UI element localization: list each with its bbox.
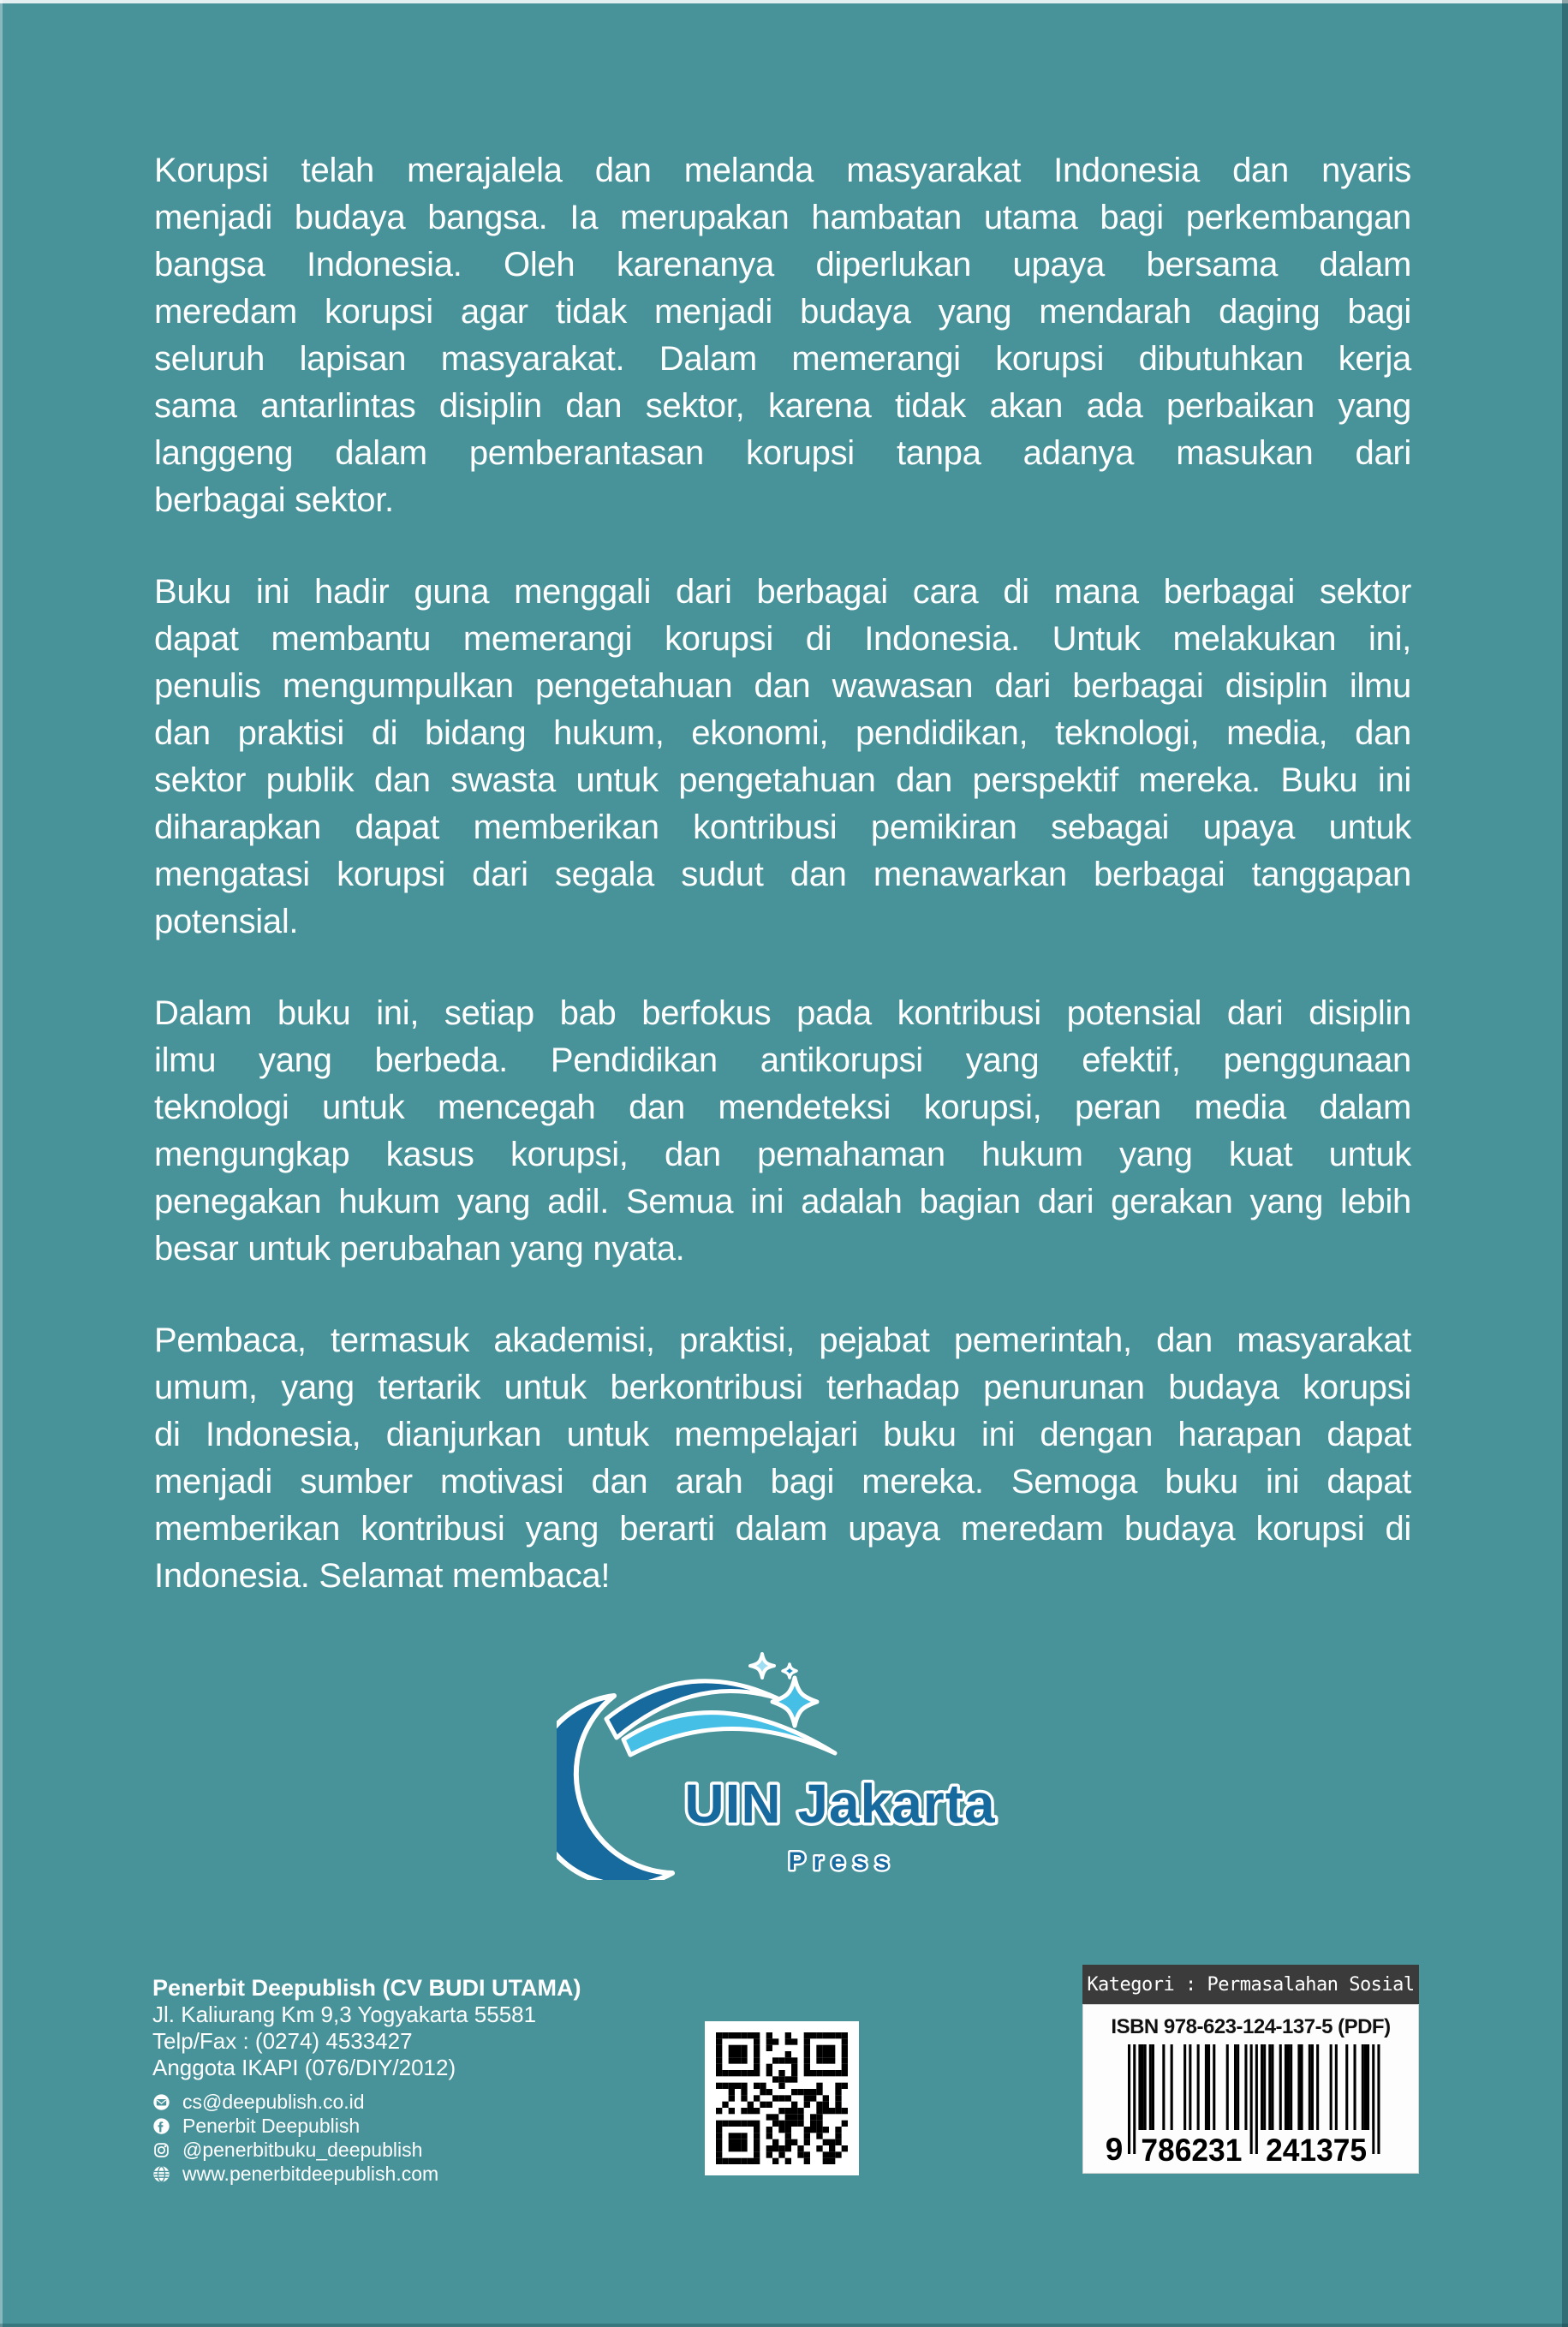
synopsis-line: menjadi sumber motivasi dan arah bagi mereka. Semoga buku ini dapat [154,1463,1411,1501]
svg-text:786231: 786231 [1140,2133,1242,2166]
synopsis-line: penulis mengumpulkan pengetahuan dan wawasan dari berbagai disiplin ilmu [154,667,1411,705]
synopsis-line: memberikan kontribusi yang berarti dalam upaya meredam budaya korupsi di [154,1510,1411,1548]
synopsis-line: sektor publik dan swasta untuk pengetahuan dan perspektif mereka. Buku ini [154,761,1411,799]
publisher-name: Penerbit Deepublish (CV BUDI UTAMA) [152,1975,581,2001]
synopsis-line: potensial. [154,903,299,940]
logo-title: UIN Jakarta [684,1773,996,1835]
synopsis-line: mengungkap kasus korupsi, dan pemahaman hukum yang kuat untuk [154,1136,1411,1173]
isbn-number: ISBN 978-623-124-137-5 (PDF) [1111,2015,1391,2038]
publisher-membership: Anggota IKAPI (076/DIY/2012) [152,2055,456,2080]
synopsis-line: berbagai sektor. [154,481,394,519]
publisher-contacts [152,2091,701,2184]
ean13-barcode [1106,2044,1397,2166]
synopsis-line: Indonesia. Selamat membaca! [154,1557,611,1595]
email-icon [152,2093,170,2111]
qr-code [705,2021,859,2175]
qr-code-pattern [705,2021,859,2175]
contact-row-website [152,2163,701,2184]
logo-subtitle: Press [788,1847,897,1876]
synopsis-paragraph [154,990,1411,1273]
synopsis-paragraph [154,569,1411,946]
swoosh-light-icon [623,1713,835,1755]
synopsis-line: Pembaca, termasuk akademisi, praktisi, pejabat pemerintah, dan masyarakat [154,1322,1411,1359]
publisher-phone: Telp/Fax : (0274) 4533427 [152,2028,413,2054]
category-bar [1082,1965,1419,2004]
synopsis-line: dapat membantu memerangi korupsi di Indonesia. Untuk melakukan ini, [154,620,1411,658]
page-edge-left [0,0,3,2327]
contact-row-facebook [152,2115,701,2136]
contact-label: @penerbitbuku_deepublish [182,2139,423,2161]
globe-icon [152,2165,170,2183]
sparkle-star-big-icon [772,1678,817,1726]
synopsis-line: mengatasi korupsi dari segala sudut dan menawarkan berbagai tanggapan [154,856,1411,893]
synopsis-line: bangsa Indonesia. Oleh karenanya diperlukan upaya bersama dalam [154,246,1411,283]
synopsis-line: Buku ini hadir guna menggali dari berbagai cara di mana berbagai sektor [154,573,1411,611]
page-edge-bottom [0,2324,1568,2327]
page-edge-right [1562,0,1568,2327]
isbn-barcode [1106,2044,1397,2166]
synopsis-line: Korupsi telah merajalela dan melanda masyarakat Indonesia dan nyaris [154,152,1411,189]
contact-row-email [152,2091,701,2112]
synopsis-text-block [154,147,1411,1644]
synopsis-line: menjadi budaya bangsa. Ia merupakan hambatan utama bagi perkembangan [154,199,1411,236]
facebook-icon [152,2117,170,2135]
synopsis-paragraph [154,1317,1411,1600]
synopsis-paragraph [154,147,1411,524]
synopsis-line: dan praktisi di bidang hukum, ekonomi, pendidikan, teknologi, media, dan [154,714,1411,752]
uin-jakarta-press-logo [557,1649,1011,1880]
contact-label: Penerbit Deepublish [182,2115,361,2137]
contact-label: www.penerbitdeepublish.com [182,2163,439,2185]
synopsis-line: seluruh lapisan masyarakat. Dalam memerangi korupsi dibutuhkan kerja [154,340,1411,378]
isbn-box [1082,2004,1419,2174]
contact-label: cs@deepublish.co.id [182,2091,365,2113]
publisher-info-block [152,1975,701,2184]
synopsis-line: meredam korupsi agar tidak menjadi budaya yang mendarah daging bagi [154,293,1411,331]
synopsis-line: sama antarlintas disiplin dan sektor, karena tidak akan ada perbaikan yang [154,387,1411,425]
publisher-address: Jl. Kaliurang Km 9,3 Yogyakarta 55581 [152,2002,537,2027]
synopsis-line: langgeng dalam pemberantasan korupsi tanpa adanya masukan dari [154,434,1411,472]
instagram-icon [152,2141,170,2159]
page-edge-top [0,0,1568,3]
synopsis-line: ilmu yang berbeda. Pendidikan antikorupsi yang efektif, penggunaan [154,1041,1411,1079]
category-label: Kategori : Permasalahan Sosial [1087,1973,1415,1996]
synopsis-line: umum, yang tertarik untuk berkontribusi terhadap penurunan budaya korupsi [154,1369,1411,1406]
synopsis-line: diharapkan dapat memberikan kontribusi pemikiran sebagai upaya untuk [154,808,1411,846]
synopsis-line: besar untuk perubahan yang nyata. [154,1230,685,1268]
synopsis-line: penegakan hukum yang adil. Semua ini adalah bagian dari gerakan yang lebih [154,1183,1411,1220]
sparkle-star-small-icon [750,1654,774,1678]
svg-text:241375: 241375 [1265,2133,1367,2166]
contact-row-instagram [152,2139,701,2160]
synopsis-line: Dalam buku ini, setiap bab berfokus pada kontribusi potensial dari disiplin [154,994,1411,1032]
synopsis-line: teknologi untuk mencegah dan mendeteksi korupsi, peran media dalam [154,1089,1411,1126]
svg-text:9: 9 [1105,2132,1123,2166]
synopsis-line: di Indonesia, dianjurkan untuk mempelajari buku ini dengan harapan dapat [154,1416,1411,1453]
